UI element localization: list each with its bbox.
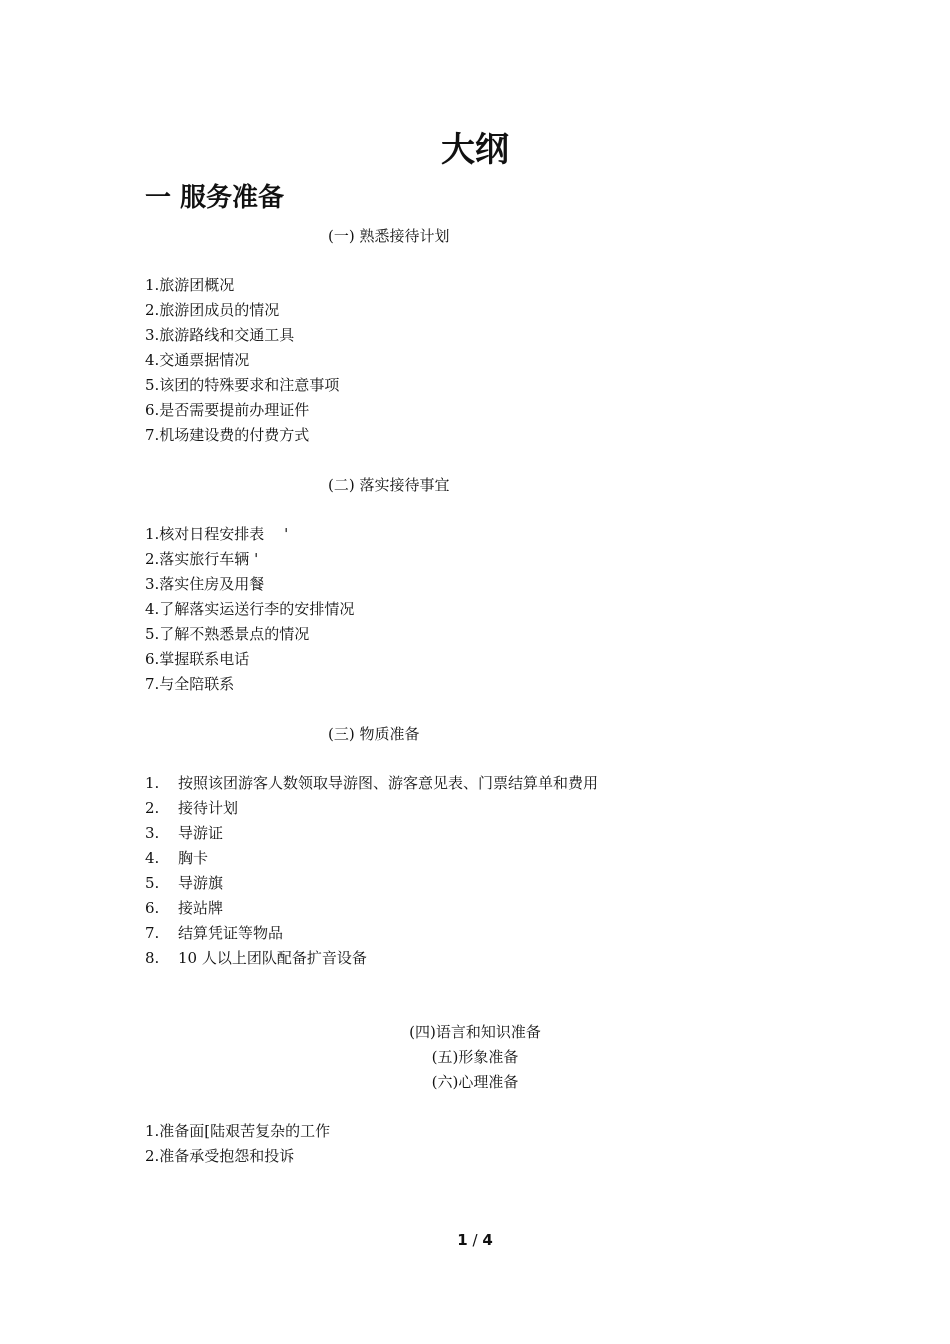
list-item: 4.交通票据情况: [145, 351, 250, 369]
subsection-heading-3: (三) 物质准备: [328, 725, 420, 743]
list-material-preparation: [145, 771, 598, 971]
subsection-heading-5: (五)形象准备: [431, 1048, 519, 1066]
list-item: 1.核对日程安排表 ': [145, 525, 289, 543]
current-page: 1: [457, 1231, 468, 1249]
list-item: [145, 821, 598, 846]
list-number: 2.: [145, 799, 160, 817]
list-reception-arrangements: [145, 522, 354, 697]
list-item: 2.准备承受抱怨和投诉: [145, 1147, 295, 1165]
list-item: 7.机场建设费的付费方式: [145, 426, 310, 444]
list-familiarize-plan: [145, 273, 339, 448]
list-item: 1.准备面[陆艰苦复杂的工作: [145, 1122, 331, 1140]
list-text: 接待计划: [178, 799, 239, 817]
subsection-heading-2: (二) 落实接待事宜: [328, 476, 450, 494]
list-text: 按照该团游客人数领取导游图、游客意见表、门票结算单和费用: [178, 774, 599, 792]
list-item: [145, 921, 598, 946]
page-separator: /: [472, 1231, 478, 1249]
list-item: 3.旅游路线和交通工具: [145, 326, 295, 344]
list-item: 5.了解不熟悉景点的情况: [145, 625, 310, 643]
list-item: 4.了解落实运送行李的安排情况: [145, 600, 355, 618]
list-number: 1.: [145, 774, 160, 792]
subsection-heading-6: (六)心理准备: [431, 1073, 519, 1091]
list-item: 2.旅游团成员的情况: [145, 301, 280, 319]
list-text: 胸卡: [178, 849, 209, 867]
total-pages: 4: [482, 1231, 493, 1249]
list-item: 7.与全陪联系: [145, 675, 235, 693]
list-number: 4.: [145, 849, 160, 867]
list-text: 导游旗: [178, 874, 224, 892]
list-item: 6.是否需要提前办理证件: [145, 401, 310, 419]
list-item: [145, 896, 598, 921]
list-item: [145, 796, 598, 821]
list-item: 5.该团的特殊要求和注意事项: [145, 376, 340, 394]
list-text: 接站牌: [178, 899, 224, 917]
list-item: 1.旅游团概况: [145, 276, 235, 294]
list-item: [145, 871, 598, 896]
list-item: [145, 846, 598, 871]
list-item: [145, 771, 598, 796]
list-number: 3.: [145, 824, 160, 842]
list-number: 8.: [145, 949, 160, 967]
list-item: 2.落实旅行车辆 ': [145, 550, 259, 568]
list-number: 7.: [145, 924, 160, 942]
list-item: 3.落实住房及用餐: [145, 575, 265, 593]
list-number: 5.: [145, 874, 160, 892]
list-item: 6.掌握联系电话: [145, 650, 250, 668]
list-text: 结算凭证等物品: [178, 924, 284, 942]
section-heading: 一 服务准备: [145, 183, 285, 213]
page-number: [0, 1229, 950, 1251]
list-number: 6.: [145, 899, 160, 917]
subsection-heading-1: (一) 熟悉接待计划: [328, 227, 450, 245]
page-title: 大纲: [441, 130, 509, 170]
list-text: 导游证: [178, 824, 224, 842]
list-item: [145, 946, 598, 971]
list-text: 10 人以上团队配备扩音设备: [178, 949, 367, 967]
list-psychological-preparation: [145, 1119, 330, 1169]
subsection-heading-4: (四)语言和知识准备: [409, 1023, 541, 1041]
